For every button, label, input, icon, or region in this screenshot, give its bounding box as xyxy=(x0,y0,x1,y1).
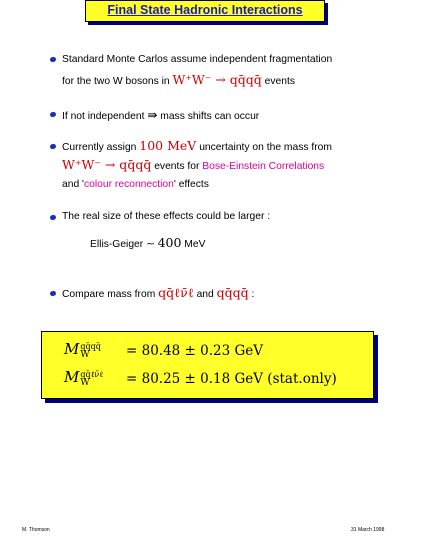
bullet-marker xyxy=(49,56,56,62)
mass-symbol: M xyxy=(64,340,80,358)
bullet-5-text: Compare mass from xyxy=(62,289,159,300)
hadronic-channel: qq̄qq̄ xyxy=(216,285,249,300)
footer-date: 31 March 1998 xyxy=(351,527,385,533)
ellis-geiger-value: 400 xyxy=(157,235,182,250)
bullet-2-text-end: mass shifts can occur xyxy=(157,111,260,122)
bullet-3-line-3 xyxy=(62,179,209,190)
bullet-5-colon: : xyxy=(248,289,255,300)
bullet-marker xyxy=(49,214,56,220)
bullet-marker xyxy=(49,290,56,296)
bose-einstein-label: Bose-Einstein Correlations xyxy=(202,161,325,172)
bullet-3-text: Currently assign xyxy=(62,142,140,153)
ww-to-4q-formula: W⁺W⁻ → qq̄qq̄ xyxy=(172,72,262,87)
result-semilep-mass xyxy=(64,368,337,388)
page-title: Final State Hadronic Interactions xyxy=(85,0,325,22)
ellis-geiger-estimate xyxy=(90,235,205,250)
bullet-5-line xyxy=(62,285,254,301)
bullet-marker xyxy=(49,111,56,117)
semileptonic-channel: qq̄ℓν̄ℓ xyxy=(158,285,194,300)
result-semilep-value: = 80.25 ± 0.18 GeV (stat.only) xyxy=(126,371,337,387)
bullet-1-text: for the two W bosons in xyxy=(62,76,173,87)
mass-superscript: qq̄ℓν̄ℓ xyxy=(80,369,104,379)
bullet-5-and: and xyxy=(193,289,217,300)
mass-superscript: qq̄qq̄ xyxy=(80,341,101,351)
mass-subscript: W xyxy=(80,349,90,360)
bullet-3-and: and ' xyxy=(62,179,85,190)
colour-reconnection-label: colour reconnection xyxy=(84,179,174,190)
bullet-1-text-end: events xyxy=(261,76,295,87)
mass-subscript: W xyxy=(80,377,90,388)
mass-symbol: M xyxy=(64,368,80,386)
implies-arrow-icon: ⇛ xyxy=(147,108,158,122)
bullet-2-text: If not independent xyxy=(62,111,148,122)
result-4q-value: = 80.48 ± 0.23 GeV xyxy=(126,343,264,359)
bullet-1-line-1: Standard Monte Carlos assume independent fragmentation xyxy=(62,54,333,65)
results-box xyxy=(41,331,374,399)
bullet-3-text-mid: events for xyxy=(151,161,203,172)
result-4q-mass xyxy=(64,340,264,360)
bullet-1-line-2 xyxy=(62,72,295,87)
footer-author: M. Thomson xyxy=(22,527,50,533)
uncertainty-value: 100 MeV xyxy=(139,138,197,153)
bullet-3-line-1 xyxy=(62,138,332,153)
ww-to-4q-formula: W⁺W⁻ → qq̄qq̄ xyxy=(62,157,152,172)
bullet-marker xyxy=(49,143,56,149)
bullet-3-line-2 xyxy=(62,157,324,172)
bullet-2-line xyxy=(62,108,259,122)
bullet-3-text-end: uncertainty on the mass from xyxy=(196,142,332,153)
ellis-geiger-label: Ellis-Geiger ∼ xyxy=(90,239,158,250)
bullet-3-effects: ' effects xyxy=(173,179,209,190)
bullet-4-line: The real size of these effects could be larger : xyxy=(62,211,271,222)
ellis-geiger-unit: MeV xyxy=(181,239,206,250)
